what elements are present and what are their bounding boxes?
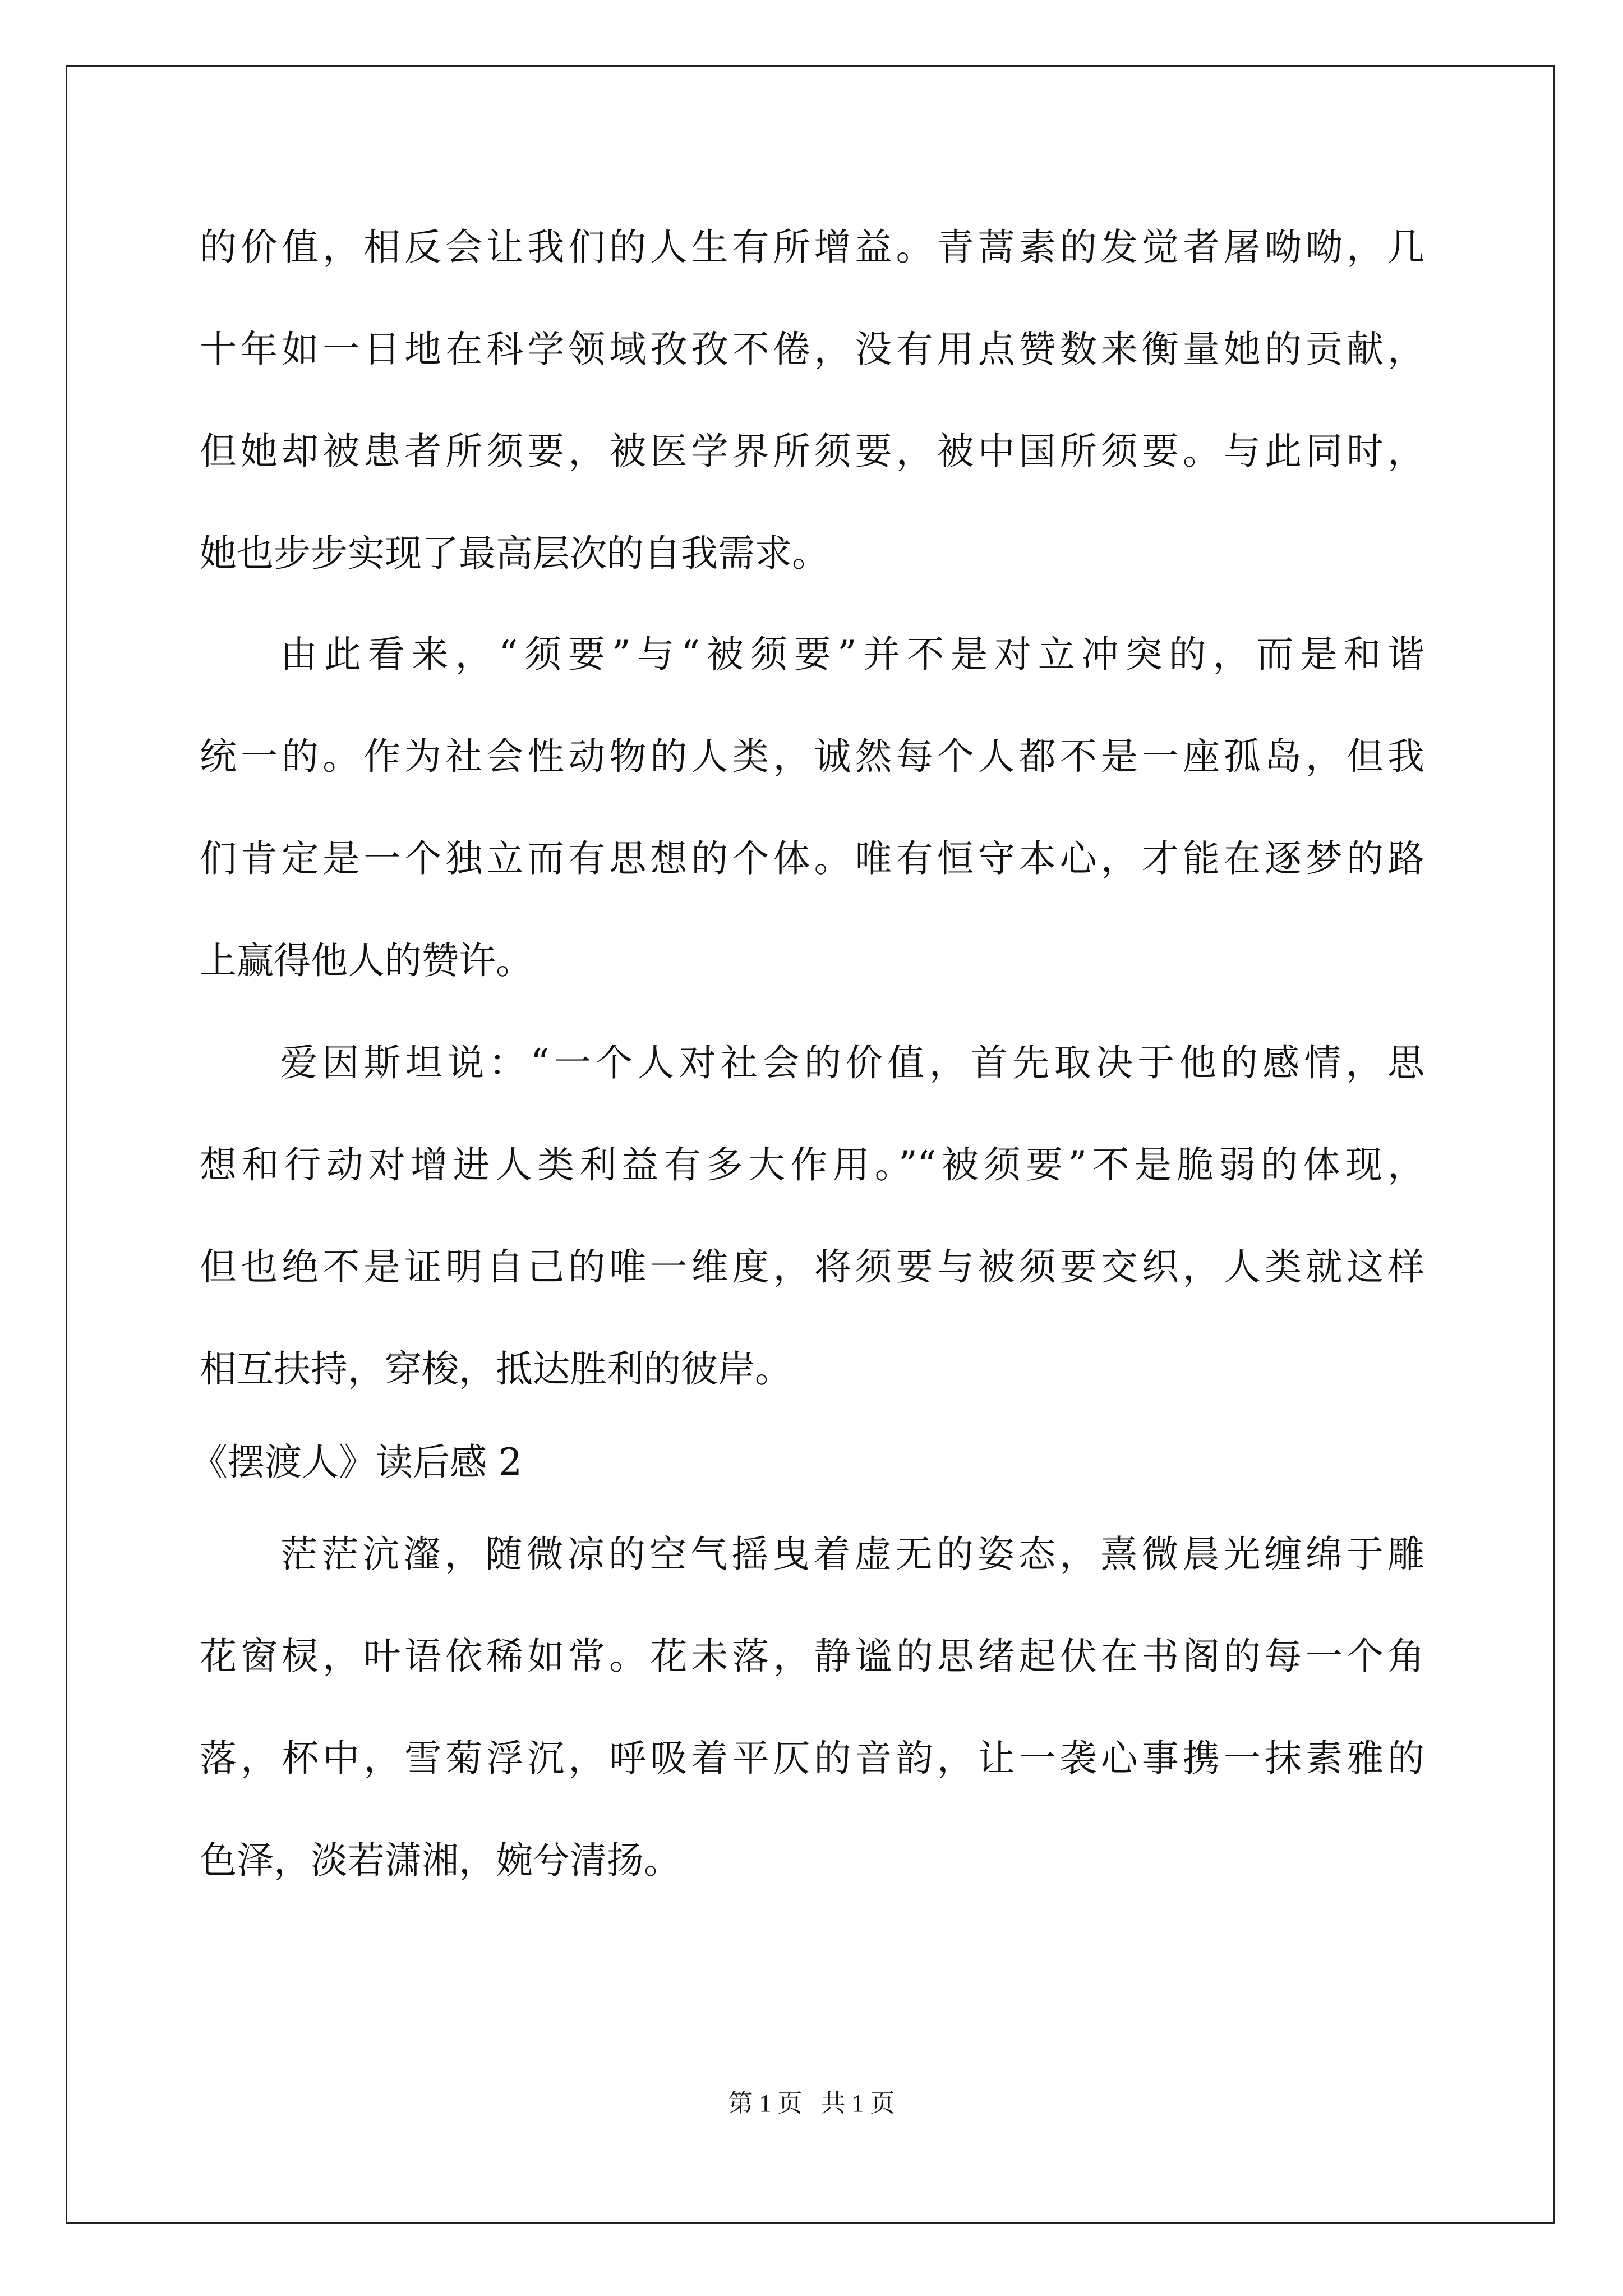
paragraph-4-line-2: 花窗棂，叶语依稀如常。花未落，静谧的思绪起伏在书阁的每一个角 (200, 1635, 1424, 1678)
section-heading: 《摆渡人》读后感 2 (191, 1441, 522, 1484)
paragraph-1-line-3: 但她却被患者所须要，被医学界所须要，被中国所须要。与此同时， (200, 430, 1424, 473)
paragraph-2-line-3: 们肯定是一个独立而有思想的个体。唯有恒守本心，才能在逐梦的路 (200, 837, 1424, 880)
paragraph-3-line-3: 但也绝不是证明自己的唯一维度，将须要与被须要交织，人类就这样 (200, 1245, 1424, 1289)
paragraph-2-line-1: 由此看来，“须要”与“被须要”并不是对立冲突的，而是和谐 (280, 633, 1424, 676)
page-number-footer: 第 1 页 共 1 页 (728, 2090, 895, 2117)
paragraph-1-line-1: 的价值，相反会让我们的人生有所增益。青蒿素的发觉者屠呦呦，几 (200, 226, 1424, 269)
paragraph-4-line-1: 茫茫沆瀣，随微凉的空气摇曳着虚无的姿态，熹微晨光缠绵于雕 (280, 1533, 1424, 1576)
paragraph-2-line-2: 统一的。作为社会性动物的人类，诚然每个人都不是一座孤岛，但我 (200, 735, 1424, 778)
paragraph-4-line-3: 落，杯中，雪菊浮沉，呼吸着平仄的音韵，让一袭心事携一抹素雅的 (200, 1737, 1424, 1780)
paragraph-3-line-2: 想和行动对增进人类利益有多大作用。”“被须要”不是脆弱的体现， (200, 1143, 1424, 1186)
paragraph-3-line-1: 爱因斯坦说：“一个人对社会的价值，首先取决于他的感情，思 (280, 1041, 1424, 1084)
paragraph-4-line-4: 色泽，淡若潇湘，婉兮清扬。 (200, 1839, 681, 1882)
paragraph-3-line-4: 相互扶持，穿梭，抵达胜利的彼岸。 (200, 1347, 792, 1391)
paragraph-1-line-4: 她也步步实现了最高层次的自我需求。 (200, 532, 829, 575)
paragraph-2-line-4: 上赢得他人的赞许。 (200, 939, 533, 982)
paragraph-1-line-2: 十年如一日地在科学领域孜孜不倦，没有用点赞数来衡量她的贡献， (200, 328, 1424, 371)
